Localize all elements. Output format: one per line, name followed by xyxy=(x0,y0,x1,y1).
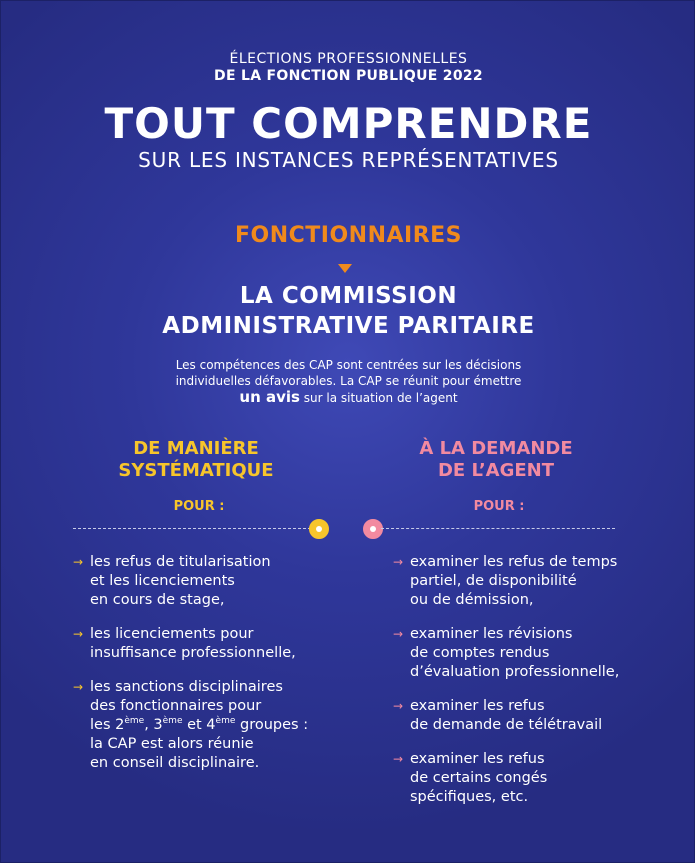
list-item-line: de demande de télétravail xyxy=(410,717,603,733)
left-column-heading xyxy=(81,438,311,482)
ordinal-suffix: ème xyxy=(162,716,183,727)
list-item-line: les sanctions disciplinaires xyxy=(90,679,283,695)
list-item-line: examiner les refus xyxy=(410,751,545,767)
right-timeline-dot-icon xyxy=(363,519,383,539)
list-item xyxy=(393,553,663,610)
list-item-line: ou de démission, xyxy=(410,592,534,608)
list-item-line: les licenciements pour xyxy=(90,626,254,642)
left-list xyxy=(73,553,343,788)
groups-mid: et 4 xyxy=(182,717,216,733)
main-title: TOUT COMPRENDRE xyxy=(104,99,593,148)
arrow-right-icon: → xyxy=(393,555,404,569)
description-line3-rest: sur la situation de l’agent xyxy=(299,391,458,405)
list-item xyxy=(73,625,343,663)
list-item-line: spécifiques, etc. xyxy=(410,789,529,805)
ordinal-suffix: ème xyxy=(215,716,236,727)
left-timeline-dot-icon xyxy=(309,519,329,539)
cap-heading-line1: LA COMMISSION xyxy=(239,283,458,309)
right-column-heading xyxy=(381,438,611,482)
list-item xyxy=(393,625,663,682)
election-header-line1: ÉLECTIONS PROFESSIONNELLES xyxy=(229,51,468,67)
left-heading-line2: SYSTÉMATIQUE xyxy=(118,460,274,481)
list-item-line: insuffisance professionnelle, xyxy=(90,645,296,661)
list-item xyxy=(73,553,343,610)
left-pour-label: POUR : xyxy=(173,499,225,514)
list-item-line: la CAP est alors réunie xyxy=(90,736,254,752)
right-dashed-divider xyxy=(381,528,615,529)
arrow-right-icon: → xyxy=(73,680,84,694)
right-pour-label: POUR : xyxy=(473,499,525,514)
list-item-line: examiner les révisions xyxy=(410,626,573,642)
list-item xyxy=(73,678,343,773)
groups-suffix: groupes : xyxy=(235,717,309,733)
left-heading-line1: DE MANIÈRE xyxy=(133,438,259,459)
description-line2: individuelles défavorables. La CAP se réunit pour émettre xyxy=(175,374,522,388)
arrow-right-icon: → xyxy=(393,699,404,713)
left-dashed-divider xyxy=(73,528,311,529)
sub-title: SUR LES INSTANCES REPRÉSENTATIVES xyxy=(138,148,559,172)
list-item-line: en cours de stage, xyxy=(90,592,225,608)
cap-heading-line2: ADMINISTRATIVE PARITAIRE xyxy=(162,313,535,339)
description-line3 xyxy=(1,389,695,406)
election-header-line2: DE LA FONCTION PUBLIQUE 2022 xyxy=(214,68,483,84)
groups-mid: , 3 xyxy=(144,717,163,733)
list-item-line-groups xyxy=(90,716,343,735)
list-item-line: les refus de titularisation xyxy=(90,554,271,570)
right-heading-line1: À LA DEMANDE xyxy=(419,438,573,459)
list-item-line: des fonctionnaires pour xyxy=(90,698,262,714)
list-item xyxy=(393,750,663,807)
groups-prefix: les 2 xyxy=(90,717,125,733)
list-item-line: d’évaluation professionnelle, xyxy=(410,664,620,680)
ordinal-suffix: ème xyxy=(124,716,145,727)
list-item-line: examiner les refus xyxy=(410,698,545,714)
list-item xyxy=(393,697,663,735)
arrow-right-icon: → xyxy=(393,627,404,641)
arrow-right-icon: → xyxy=(393,752,404,766)
avis-emphasis: un avis xyxy=(239,388,300,406)
list-item-line: examiner les refus de temps xyxy=(410,554,618,570)
list-item-line: et les licenciements xyxy=(90,573,235,589)
list-item-line: en conseil disciplinaire. xyxy=(90,755,260,771)
list-item-line: de comptes rendus xyxy=(410,645,550,661)
arrow-right-icon: → xyxy=(73,627,84,641)
right-heading-line2: DE L’AGENT xyxy=(437,460,554,481)
description-line1: Les compétences des CAP sont centrées sur les décisions xyxy=(175,358,522,372)
list-item-line: partiel, de disponibilité xyxy=(410,573,577,589)
arrow-right-icon: → xyxy=(73,555,84,569)
list-item-line: de certains congés xyxy=(410,770,548,786)
triangle-down-icon xyxy=(338,264,352,273)
cap-description xyxy=(1,357,695,406)
section-label: FONCTIONNAIRES xyxy=(234,223,463,248)
right-list xyxy=(393,553,663,822)
